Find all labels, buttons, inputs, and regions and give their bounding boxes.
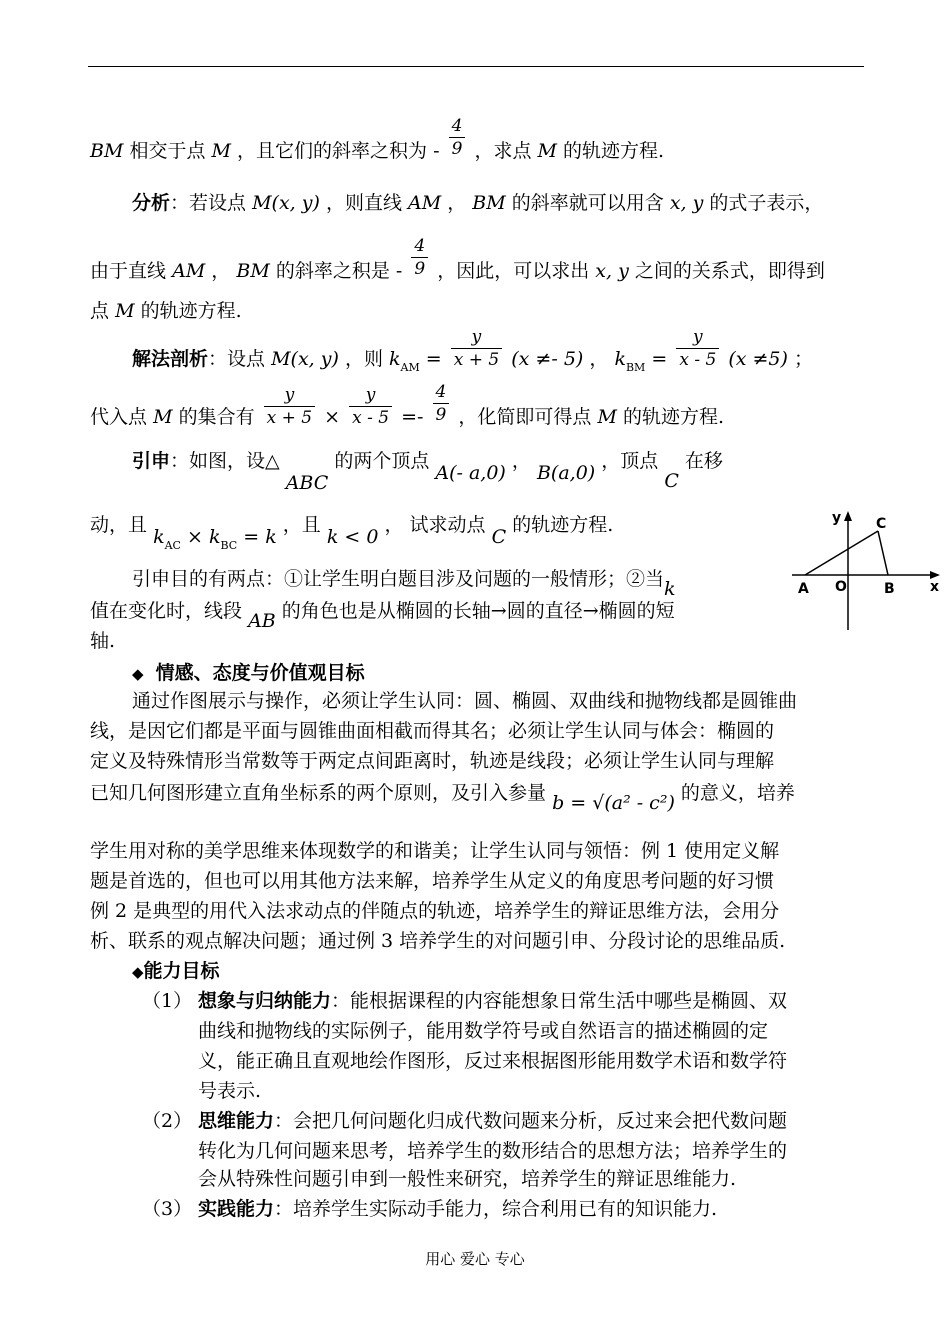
- subscript-ac: AC: [164, 539, 181, 552]
- text: 动，且: [90, 514, 148, 536]
- y-axis-arrow: [844, 511, 852, 521]
- b-label: B: [884, 581, 895, 597]
- numerator: y: [451, 326, 502, 349]
- equals-sign: =: [651, 348, 668, 370]
- fraction-y-over-x-minus-5: [349, 384, 392, 429]
- bm-symbol: BM: [472, 192, 506, 214]
- point-m: M(x, y): [252, 192, 320, 214]
- fraction-y-over-x-plus-5: [264, 384, 315, 429]
- denominator: x - 5: [352, 407, 390, 428]
- fraction-y-over-x-minus-5: [676, 326, 719, 371]
- point-c: C: [664, 470, 679, 492]
- xy-symbol: x, y: [669, 192, 704, 214]
- text: 的斜率之积是: [275, 260, 390, 282]
- text: ：培养学生实际动手能力，综合利用已有的知识能力.: [274, 1198, 718, 1220]
- purpose-line-2: [90, 598, 675, 632]
- ability-item: [198, 1108, 787, 1134]
- fraction-4-9: [449, 115, 466, 160]
- solution-line-1: [132, 326, 813, 381]
- analysis-line-3: [90, 298, 242, 324]
- text: ，化简即可得点: [458, 406, 592, 428]
- m-symbol: M: [597, 406, 617, 428]
- purpose-line-3: [90, 628, 115, 654]
- denominator: x - 5: [679, 349, 717, 370]
- text: 之间的关系式，即得到: [634, 260, 825, 282]
- text: 在移: [684, 450, 723, 472]
- emotion-line: 学生用对称的美学思维来体现数学的和谐美；让学生认同与领悟：例 1 使用定义解: [90, 840, 780, 862]
- point-b: B(a,0): [536, 462, 596, 484]
- bm-symbol: BM: [236, 260, 270, 282]
- text: 引申目的有两点：①让学生明白题目涉及问题的一般情形；②当: [132, 568, 665, 590]
- m-symbol: M: [537, 140, 557, 162]
- ability-item-line: 会从特殊性问题引申到一般性来研究，培养学生的辩证思维能力.: [198, 1168, 737, 1190]
- ability-item-line: 曲线和抛物线的实际例子，能用数学符号或自然语言的描述椭圆的定: [198, 1020, 769, 1042]
- condition: (x ≠- 5): [511, 348, 584, 370]
- m-symbol: M: [115, 300, 135, 322]
- ability-item-line: 转化为几何问题来思考，培养学生的数形结合的思想方法；培养学生的: [198, 1140, 788, 1162]
- equals-sign: =: [425, 348, 442, 370]
- text: ；: [793, 348, 813, 370]
- side-ac: [805, 531, 878, 575]
- subscript-bc: BC: [220, 539, 238, 552]
- text: 的轨迹方程.: [622, 406, 725, 428]
- k-symbol: k: [664, 578, 676, 600]
- minus-sign: -: [395, 260, 403, 282]
- diamond-bullet-icon: ◆: [132, 665, 144, 683]
- k-symbol: k: [614, 348, 626, 370]
- emotion-line: 析、联系的观点解决问题；通过例 3 培养学生的对问题引申、分段讨论的思维品质.: [90, 930, 786, 952]
- x-label: x: [930, 579, 940, 595]
- c-label: C: [876, 516, 887, 532]
- text: ：能根据课程的内容能想象日常生活中哪些是椭圆、双: [331, 990, 788, 1012]
- numerator: y: [676, 326, 719, 349]
- extension-label: 引申: [132, 450, 171, 472]
- y-label: y: [832, 510, 842, 526]
- denominator: 9: [435, 404, 447, 425]
- k-less-than-zero: k < 0: [326, 526, 379, 548]
- x-axis-arrow: [930, 571, 940, 579]
- numerator: 4: [411, 235, 428, 258]
- a-label: A: [798, 581, 809, 597]
- text: 的轨迹方程.: [563, 140, 665, 162]
- emotion-line: 通过作图展示与操作，必须让学生认同：圆、椭圆、双曲线和抛物线都是圆锥曲: [132, 690, 798, 712]
- denominator: x + 5: [453, 349, 500, 370]
- text: ，则直线: [325, 192, 402, 214]
- ability-heading: [132, 958, 220, 985]
- analysis-label: 分析: [132, 192, 171, 214]
- ability-item-number: （3）: [142, 1198, 193, 1220]
- text: ，且: [282, 514, 321, 536]
- ability-item: [198, 988, 787, 1014]
- text: 轴.: [90, 630, 116, 652]
- text: ，且它们的斜率之积为: [237, 140, 428, 162]
- denominator: 9: [414, 258, 426, 279]
- triangle-figure: [780, 505, 945, 635]
- subscript-bm: BM: [625, 361, 646, 374]
- solution-label: 解法剖析: [132, 348, 209, 370]
- minus-sign: -: [433, 140, 440, 162]
- problem-line: [90, 115, 665, 164]
- equals-k: = k: [243, 526, 277, 548]
- section-title: 能力目标: [143, 960, 220, 982]
- extension-line-2: 动，且 $k_{AC} \times k_{BC} = k$ ，且 k < 0 ， 试求动点 C 的轨迹方程.: [90, 514, 614, 552]
- emotion-line: [90, 780, 795, 814]
- text: 的两个顶点: [334, 450, 430, 472]
- numerator: y: [349, 384, 392, 407]
- emotion-line: 例 2 是典型的用代入法求动点的伴随点的轨迹，培养学生的辩证思维方法，会用分: [90, 900, 780, 922]
- numerator: 4: [433, 381, 450, 404]
- text: 值在变化时，线段: [90, 600, 243, 622]
- extension-line-1: [132, 448, 723, 494]
- emotion-line: 线，是因它们都是平面与圆锥曲面相截而得其名；必须让学生认同与体会：椭圆的: [90, 720, 775, 742]
- ability-item-line: 义，能正确且直观地绘作图形，反过来根据图形能用数学术语和数学符: [198, 1050, 788, 1072]
- ability-item-number: （1）: [142, 990, 193, 1012]
- header-rule: [88, 66, 864, 67]
- text: ，求点: [474, 140, 532, 162]
- denominator: 9: [451, 138, 463, 159]
- am-symbol: AM: [408, 192, 442, 214]
- text: ：会把几何问题化归成代数问题来分析，反过来会把代数问题: [274, 1110, 788, 1132]
- ability-label: 想象与归纳能力: [198, 990, 332, 1012]
- side-bc: [878, 531, 888, 575]
- analysis-line-2: [90, 235, 825, 284]
- section-title: 情感、态度与价值观目标: [155, 662, 365, 684]
- subscript-am: AM: [400, 361, 420, 374]
- ability-item-line: 号表示.: [198, 1080, 262, 1102]
- numerator: y: [264, 384, 315, 407]
- ability-item: [198, 1196, 717, 1222]
- ability-label: 思维能力: [198, 1110, 275, 1132]
- text: 点: [90, 300, 110, 322]
- emotion-line: 题是首选的，但也可以用其他方法来解，培养学生从定义的角度思考问题的好习惯: [90, 870, 775, 892]
- text: 由于直线: [90, 260, 167, 282]
- text: 的斜率就可以用含: [511, 192, 664, 214]
- solution-line-2: [90, 381, 725, 430]
- text: ：设点: [208, 348, 266, 370]
- text: ，: [511, 450, 531, 472]
- ability-label: 实践能力: [198, 1198, 275, 1220]
- m-symbol: M: [211, 140, 231, 162]
- fraction-4-9: [411, 235, 428, 280]
- m-symbol: M: [153, 406, 173, 428]
- text: 的意义，培养: [680, 782, 795, 804]
- k-symbol: k: [389, 348, 401, 370]
- am-symbol: AM: [172, 260, 206, 282]
- analysis-line-1: [132, 190, 823, 216]
- text: 已知几何图形建立直角坐标系的两个原则，及引入参量: [90, 782, 547, 804]
- text: ，顶点: [601, 450, 659, 472]
- text: 的式子表示，: [709, 192, 824, 214]
- equals-minus: =-: [401, 406, 424, 428]
- o-label: O: [835, 579, 847, 595]
- ab-symbol: AB: [248, 610, 276, 632]
- emotion-line: 定义及特殊情形当常数等于两定点间距离时，轨迹是线段；必须让学生认同与理解: [90, 750, 775, 772]
- text: ：如图，设△: [170, 450, 280, 472]
- text: 代入点: [90, 406, 148, 428]
- text: ，因此，可以求出: [437, 260, 590, 282]
- diamond-bullet-icon: ◆: [132, 963, 144, 981]
- triangle-abc: ABC: [285, 472, 329, 494]
- page-footer: 用心 爱心 专心: [425, 1250, 525, 1268]
- purpose-line-1: [132, 566, 676, 600]
- text: ，: [211, 260, 231, 282]
- xy-symbol: x, y: [595, 260, 629, 282]
- emotion-heading: [132, 660, 365, 687]
- text: 的角色也是从椭圆的长轴→圆的直径→椭圆的短: [281, 600, 675, 622]
- point-m: M(x, y): [271, 348, 339, 370]
- condition: (x ≠5): [728, 348, 788, 370]
- text: ， 试求动点: [384, 514, 486, 536]
- point-a: A(- a,0): [435, 462, 506, 484]
- times-sign: ×: [187, 526, 203, 548]
- text: ，则: [344, 348, 383, 370]
- text: ，: [589, 348, 609, 370]
- text: 相交于点: [129, 140, 206, 162]
- text: ：若设点: [170, 192, 247, 214]
- bm-symbol: BM: [90, 140, 124, 162]
- point-c: C: [491, 526, 507, 548]
- fraction-4-9: [433, 381, 450, 426]
- text: 的轨迹方程.: [140, 300, 242, 322]
- denominator: x + 5: [266, 407, 313, 428]
- times-sign: ×: [324, 406, 341, 428]
- text: 的集合有: [178, 406, 255, 428]
- text: 的轨迹方程.: [512, 514, 614, 536]
- fraction-y-over-x-plus-5: [451, 326, 502, 371]
- formula-b: b = √(a² - c²): [552, 792, 675, 814]
- text: ，: [447, 192, 467, 214]
- numerator: 4: [449, 115, 466, 138]
- ability-item-number: （2）: [142, 1110, 193, 1132]
